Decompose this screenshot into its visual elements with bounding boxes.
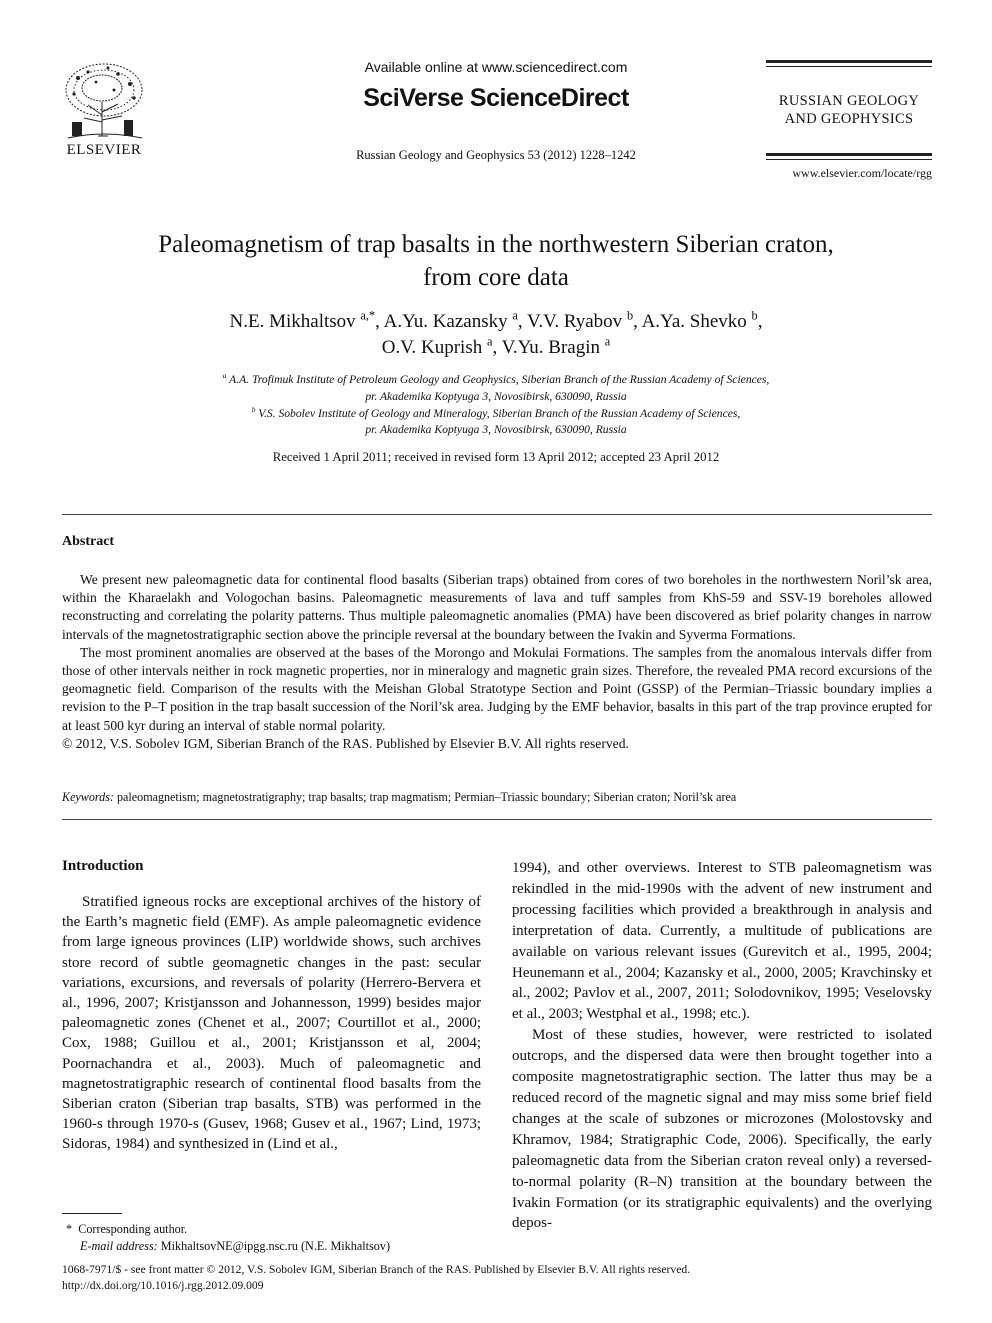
author-affiliation-mark: b: [751, 308, 758, 323]
abstract-copyright: © 2012, V.S. Sobolev IGM, Siberian Branch of the RAS. Published by Elsevier B.V. All rights reserved.: [62, 735, 629, 751]
journal-title-line2: AND GEOPHYSICS: [784, 111, 914, 127]
abstract-body: [62, 571, 932, 753]
corresponding-author-label: Corresponding author.: [78, 1222, 188, 1236]
keywords-label: Keywords:: [62, 790, 114, 804]
front-matter-footer: [62, 1262, 932, 1294]
affiliation-address: pr. Akademika Koptyuga 3, Novosibirsk, 630090, Russia: [365, 389, 627, 403]
sciverse-sciencedirect-logo: SciVerse ScienceDirect: [363, 84, 629, 112]
article-title: [62, 228, 930, 294]
section-heading-introduction: Introduction: [62, 858, 144, 874]
received-dates: Received 1 April 2011; received in revised form 13 April 2012; accepted 23 April 2012: [272, 450, 720, 464]
author-affiliation-mark: a,*: [360, 308, 376, 323]
journal-title-rule-top-thin: [766, 66, 932, 67]
abstract-rule-top: [62, 514, 932, 515]
author-name[interactable]: V.V. Ryabov: [527, 311, 623, 332]
body-paragraph: 1994), and other overviews. Interest to STB paleomagnetism was rekindled in the mid-1990s with the advent of new instrument and processing facilities which provided a breakthrough in analysis and interpretation of data. Currently, a multitude of publications are available on various relevant issues (Gurevitch et al., 1995, 2004; Heunemann et al., 2004; Kazansky et al., 2000, 2005; Kravchinsky et al., 2002; Pavlov et al., 2007, 2011; Solodovnikov, 1995; Veselovsky et al., 2003; Westphal et al., 1998; etc.).: [512, 860, 932, 1023]
footnote-mark: *: [66, 1222, 73, 1236]
abstract-paragraph: We present new paleomagnetic data for continental flood basalts (Siberian traps) obtained from cores of two boreholes in the northwestern Noril’sk area, within the Kharaelakh and Vologochan basins. Paleomagnetic measurements of lava and tuff samples from KhS-59 and SSV-19 boreholes allowed reconstructing and correlating the polarity patterns. Thus multiple paleomagnetic anomalies (PMA) have been discovered as brief polarity changes in narrow intervals of the magnetostratigraphic section above the principle reversal at the boundary between the Ivakin and Syverma Formations.: [62, 572, 932, 642]
abstract-paragraph: The most prominent anomalies are observed at the bases of the Morongo and Mokulai Formations. The samples from the anomalous intervals differ from those of other intervals neither in rock magnetic properties, nor in mineralogy and magnetic grain sizes. Therefore, the revealed PMA record excursions of the geomagnetic field. Comparison of the results with the Meishan Global Stratotype Section and Point (GSSP) of the Permian–Triassic boundary implies a revision to the P–T position in the trap basalt succession of the Noril’sk area. Judging by the EMF behavior, basalts in this part of the trap province erupted for at least 500 kyr during an interval of stable normal polarity.: [62, 644, 932, 733]
available-online-text[interactable]: Available online at www.sciencedirect.com: [364, 59, 628, 75]
abstract-rule-bottom: [62, 819, 932, 820]
journal-title-line1: RUSSIAN GEOLOGY: [778, 93, 920, 109]
abstract-heading: Abstract: [62, 534, 115, 549]
journal-title-rule-bottom-thin: [766, 159, 932, 160]
affiliation-a: [62, 372, 930, 389]
author-name[interactable]: A.Yu. Kazansky: [383, 311, 508, 332]
affiliation-text: A.A. Trofimuk Institute of Petroleum Geology and Geophysics, Siberian Branch of the Russian Academy of Sciences,: [229, 373, 770, 386]
affiliation-text: V.S. Sobolev Institute of Geology and Mineralogy, Siberian Branch of the Russian Academy of Sciences,: [258, 406, 741, 420]
author-affiliation-mark: a: [604, 334, 611, 349]
journal-title: [766, 92, 932, 128]
author-name[interactable]: O.V. Kuprish: [381, 337, 483, 358]
journal-citation: Russian Geology and Geophysics 53 (2012) 1228–1242: [356, 148, 636, 162]
author-name[interactable]: A.Ya. Shevko: [641, 311, 747, 332]
footnote: [62, 1221, 482, 1255]
affiliation-mark: b: [251, 404, 256, 414]
journal-url-link[interactable]: www.elsevier.com/locate/rgg: [792, 166, 932, 180]
issn-line: 1068-7971/$ - see front matter © 2012, V.S. Sobolev IGM, Siberian Branch of the RAS. Published by Elsevier B.V. All rights reserved.: [62, 1263, 691, 1276]
body-column-right: [512, 858, 932, 1234]
publisher-name: ELSEVIER: [66, 142, 142, 158]
body-column-left: [62, 892, 481, 1155]
journal-title-rule-top: [766, 60, 932, 63]
author-affiliation-mark: a: [486, 334, 493, 349]
author-name[interactable]: N.E. Mikhaltsov: [229, 311, 356, 332]
email-label: E-mail address:: [80, 1239, 158, 1253]
article-title-line1: Paleomagnetism of trap basalts in the northwestern Siberian craton,: [158, 231, 834, 258]
affiliation-b: [62, 406, 930, 423]
email-address-link[interactable]: MikhaltsovNE@ipgg.nsc.ru (N.E. Mikhaltsov): [160, 1239, 391, 1253]
journal-title-rule-bottom: [766, 153, 932, 156]
affiliations: [62, 372, 930, 439]
author-list: N.E. Mikhaltsov $^{a,*}$, A.Yu. Kazansky $^a$, V.V. Ryabov $^b$, A.Ya. Shevko $^b$, O.V. Kuprish $^a$, V.Yu. Bragin $^a$: [229, 308, 763, 358]
author-affiliation-mark: a: [512, 308, 518, 323]
body-paragraph: Most of these studies, however, were restricted to isolated outcrops, and the dispersed data were then brought together into a composite magnetostratigraphic section. The latter thus may be a reduced record of the magnetic signal and may miss some brief field changes at the scale of subzones or microzones (Molostovsky and Khramov, 1984; Stratigraphic Code, 2006). Specifically, the early paleomagnetic data from the Siberian craton reveal only) a reversed-to-normal polarity (R–N) transition at the boundary between the Ivakin Formation (or its stratigraphic equivalents) and the overlying depos-: [512, 1027, 932, 1232]
keywords: [62, 790, 932, 805]
keywords-list: paleomagnetism; magnetostratigraphy; trap basalts; trap magmatism; Permian–Triassic boundary; Siberian craton; Noril’sk area: [117, 790, 737, 804]
author-name[interactable]: V.Yu. Bragin: [501, 337, 600, 358]
doi-link[interactable]: http://dx.doi.org/10.1016/j.rgg.2012.09.009: [62, 1279, 264, 1292]
author-affiliation-mark: b: [626, 308, 634, 323]
body-paragraph: Stratified igneous rocks are exceptional archives of the history of the Earth’s magnetic field (EMF). As ample paleomagnetic evidence from large igneous provinces (LIP) worldwide shows, such archives store record of subtle geomagnetic changes in the past: secular variations, excursions, and reversals of polarity (Herrero-Bervera et al., 1996, 2007; Kristjansson and Johannesson, 1999) besides major paleomagnetic zones (Chenet et al., 2007; Courtillot et al., 2000; Cox, 1988; Guillou et al., 2001; Kristjansson et al, 2004; Poornachandra et al., 2003). Much of paleomagnetic and magnetostratigraphic research of continental flood basalts from the Siberian craton (Siberian trap basalts, STB) was performed in the 1960-s through 1970-s (Gusev, 1968; Gusev et al., 1967; Lind, 1973; Sidoras, 1984) and synthesized in (Lind et al.,: [62, 894, 481, 1153]
footnote-rule: [62, 1213, 122, 1214]
affiliation-address: pr. Akademika Koptyuga 3, Novosibirsk, 630090, Russia: [365, 423, 627, 437]
affiliation-mark: a: [222, 371, 227, 381]
article-title-line2: from core data: [423, 264, 569, 291]
